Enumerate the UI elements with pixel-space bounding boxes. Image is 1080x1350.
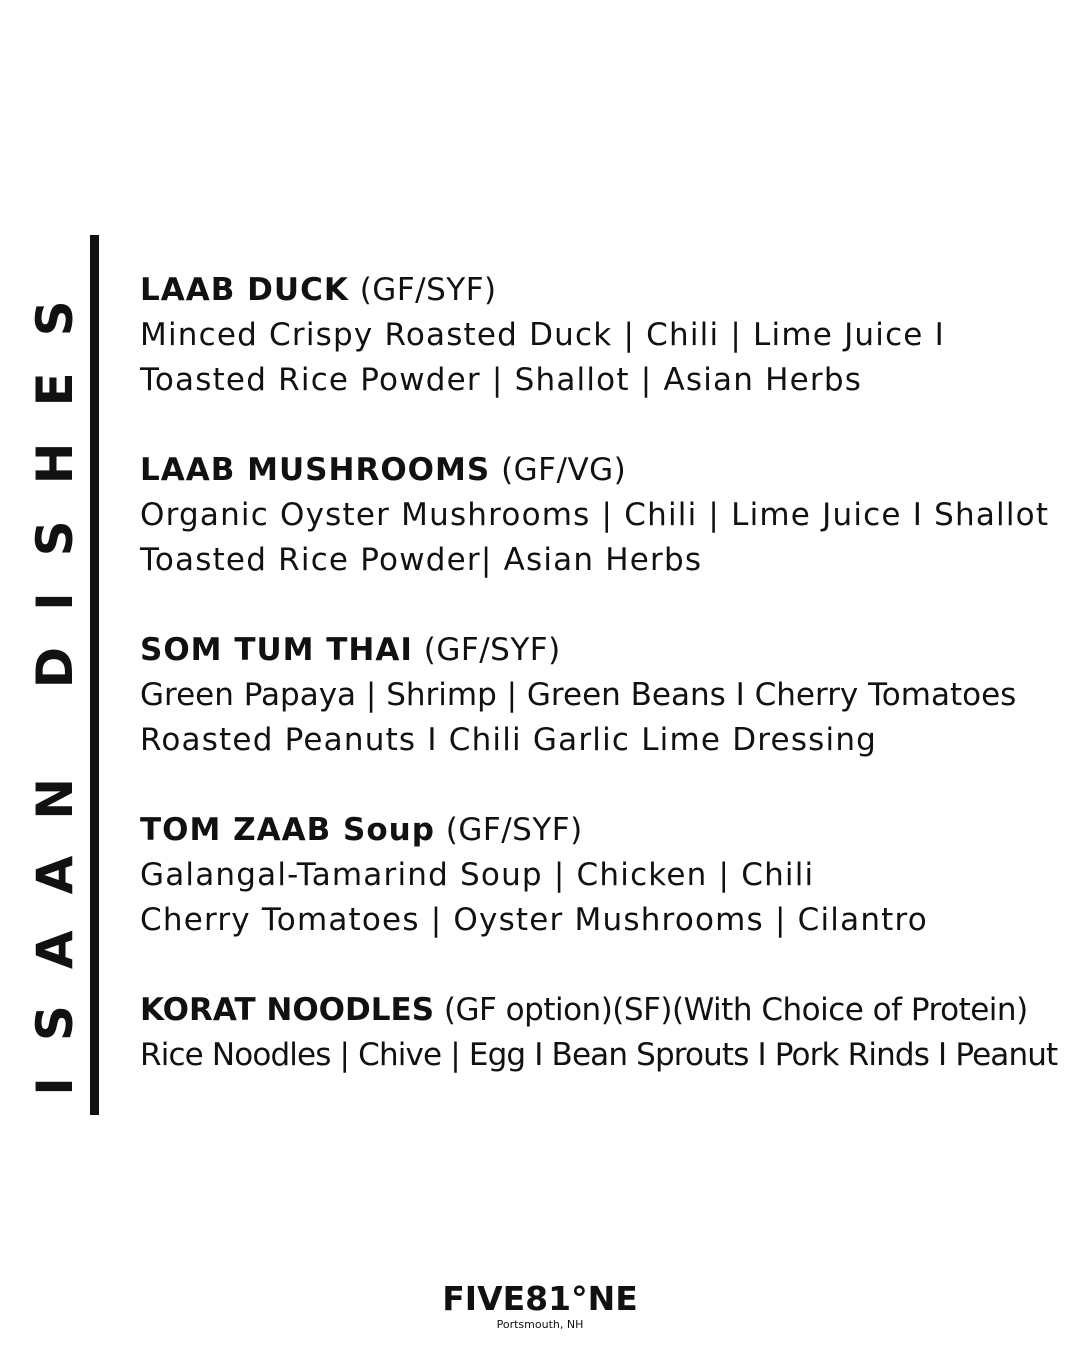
section-title: ISAAN DISHES bbox=[26, 264, 84, 1096]
brand-name: FIVE81°NE bbox=[442, 1279, 638, 1318]
vertical-divider bbox=[90, 235, 99, 1115]
dish-ingredients: Cherry Tomatoes | Oyster Mushrooms | Cilantro bbox=[140, 902, 928, 938]
dish-ingredients: Roasted Peanuts I Chili Garlic Lime Dressing bbox=[140, 722, 878, 758]
dish-tags: (GF option)(SF)(With Choice of Protein) bbox=[443, 992, 1028, 1028]
dish-tags: (GF/SYF) bbox=[423, 632, 561, 668]
dish-ingredients: Toasted Rice Powder | Shallot | Asian Herbs bbox=[140, 362, 863, 398]
dish-heading bbox=[140, 808, 1070, 853]
dish-heading bbox=[140, 268, 1070, 313]
dish-ingredients: Galangal-Tamarind Soup | Chicken | Chili bbox=[140, 857, 815, 893]
dish-heading bbox=[140, 448, 1070, 493]
dish-laab-mushrooms bbox=[140, 448, 1070, 583]
brand-location: Portsmouth, NH bbox=[496, 1318, 584, 1331]
dish-name: LAAB MUSHROOMS bbox=[140, 452, 491, 488]
dish-tom-zaab-soup bbox=[140, 808, 1070, 943]
dish-ingredients: Toasted Rice Powder| Asian Herbs bbox=[140, 542, 703, 578]
section-title-vertical bbox=[20, 264, 90, 1096]
dish-name: SOM TUM THAI bbox=[140, 632, 413, 668]
dish-heading bbox=[140, 988, 1070, 1033]
dish-ingredients: Organic Oyster Mushrooms | Chili | Lime Juice I Shallot bbox=[140, 497, 1050, 533]
dish-korat-noodles bbox=[140, 988, 1070, 1078]
dish-tags: (GF/SYF) bbox=[359, 272, 497, 308]
brand-logo bbox=[0, 1280, 1080, 1332]
dish-ingredients: Green Papaya | Shrimp | Green Beans I Cherry Tomatoes bbox=[140, 677, 1017, 713]
dish-laab-duck bbox=[140, 268, 1070, 403]
dish-list bbox=[140, 268, 1070, 1123]
dish-ingredients: Rice Noodles | Chive | Egg I Bean Sprouts I Pork Rinds I Peanut bbox=[140, 1037, 1058, 1073]
dish-ingredients: Minced Crispy Roasted Duck | Chili | Lime Juice I bbox=[140, 317, 945, 353]
dish-name: LAAB DUCK bbox=[140, 272, 349, 308]
dish-som-tum-thai bbox=[140, 628, 1070, 763]
dish-name: KORAT NOODLES bbox=[140, 992, 435, 1028]
dish-tags: (GF/VG) bbox=[501, 452, 627, 488]
dish-tags: (GF/SYF) bbox=[445, 812, 583, 848]
dish-name: TOM ZAAB Soup bbox=[140, 812, 435, 848]
dish-heading bbox=[140, 628, 1070, 673]
